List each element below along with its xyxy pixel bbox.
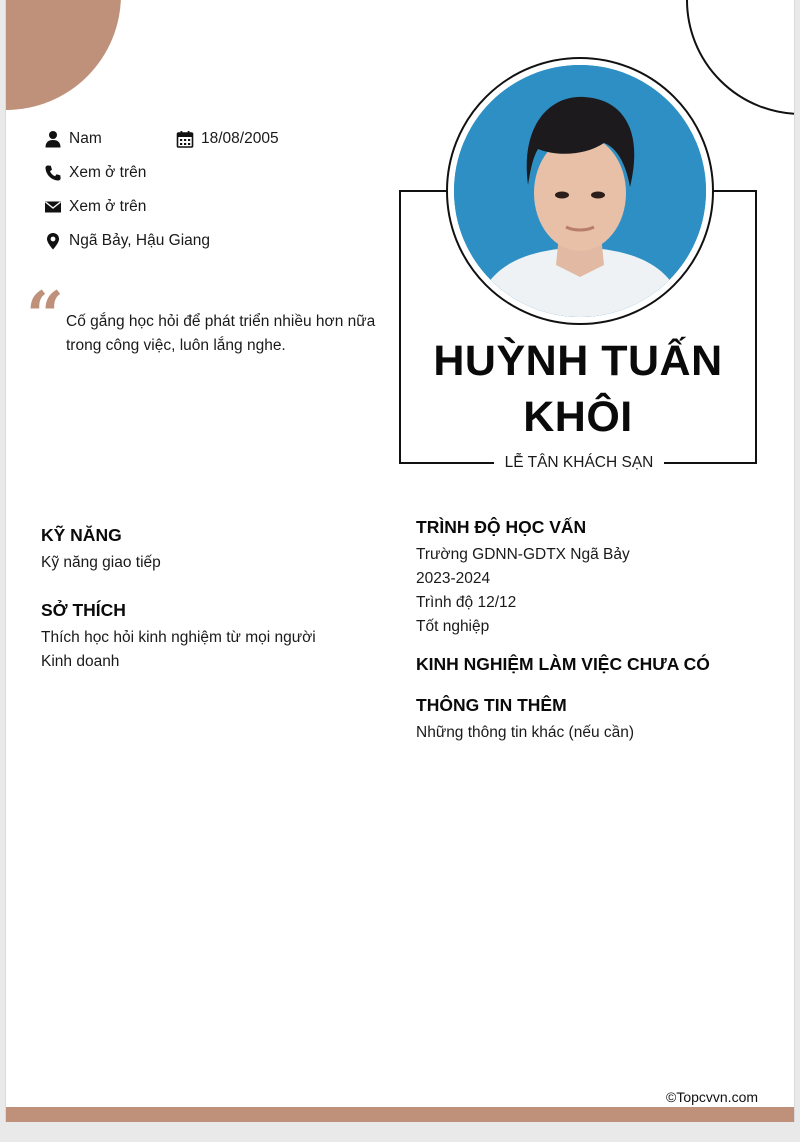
portrait-photo	[454, 65, 706, 317]
person-icon	[44, 130, 62, 148]
education-title: TRÌNH ĐỘ HỌC VẤN	[416, 517, 587, 537]
skills-title: KỸ NĂNG	[41, 525, 122, 545]
education-item: Trình độ 12/12	[416, 594, 517, 611]
decorative-circle-top-right	[686, 0, 795, 115]
quote-icon: “	[26, 277, 64, 355]
cv-page	[5, 0, 795, 1122]
experience-title: KINH NGHIỆM LÀM VIỆC CHƯA CÓ	[416, 654, 710, 674]
copyright-text: ©Topcvvn.com	[666, 1089, 759, 1105]
address-text: Ngã Bảy, Hậu Giang	[69, 232, 211, 249]
name-line-1: HUỲNH TUẤN	[433, 337, 723, 385]
extra-info-item: Những thông tin khác (nếu cần)	[416, 724, 635, 741]
contact-birthday	[176, 128, 279, 150]
hobby-item: Kinh doanh	[41, 653, 120, 670]
avatar	[454, 65, 706, 317]
phone-text: Xem ở trên	[69, 164, 147, 181]
calendar-icon	[176, 130, 194, 148]
contact-address	[44, 230, 210, 252]
education-item: 2023-2024	[416, 570, 491, 587]
contact-gender	[44, 128, 102, 150]
career-objective	[66, 310, 396, 358]
email-text: Xem ở trên	[69, 198, 147, 215]
hobbies-title: SỞ THÍCH	[41, 600, 126, 620]
skill-item: Kỹ năng giao tiếp	[41, 554, 161, 571]
name-line-2: KHÔI	[523, 393, 633, 441]
envelope-icon	[44, 198, 62, 216]
hobby-item: Thích học hỏi kinh nghiệm từ mọi người	[41, 629, 316, 646]
candidate-name	[401, 333, 755, 445]
gender-text: Nam	[69, 130, 102, 147]
education-item: Trường GDNN-GDTX Ngã Bảy	[416, 546, 630, 563]
contact-email	[44, 196, 146, 218]
job-title: LỄ TÂN KHÁCH SẠN	[494, 452, 664, 474]
objective-line-2: trong công việc, luôn lắng nghe.	[66, 337, 286, 354]
birthday-text: 18/08/2005	[201, 130, 279, 147]
decorative-circle-top-left	[5, 0, 121, 110]
location-pin-icon	[44, 232, 62, 250]
contact-phone	[44, 162, 146, 184]
bottom-accent-bar	[6, 1107, 795, 1122]
objective-line-1: Cố gắng học hỏi để phát triển nhiều hơn nữa	[66, 313, 376, 330]
phone-icon	[44, 164, 62, 182]
education-item: Tốt nghiệp	[416, 618, 490, 635]
extra-info-title: THÔNG TIN THÊM	[416, 695, 567, 715]
